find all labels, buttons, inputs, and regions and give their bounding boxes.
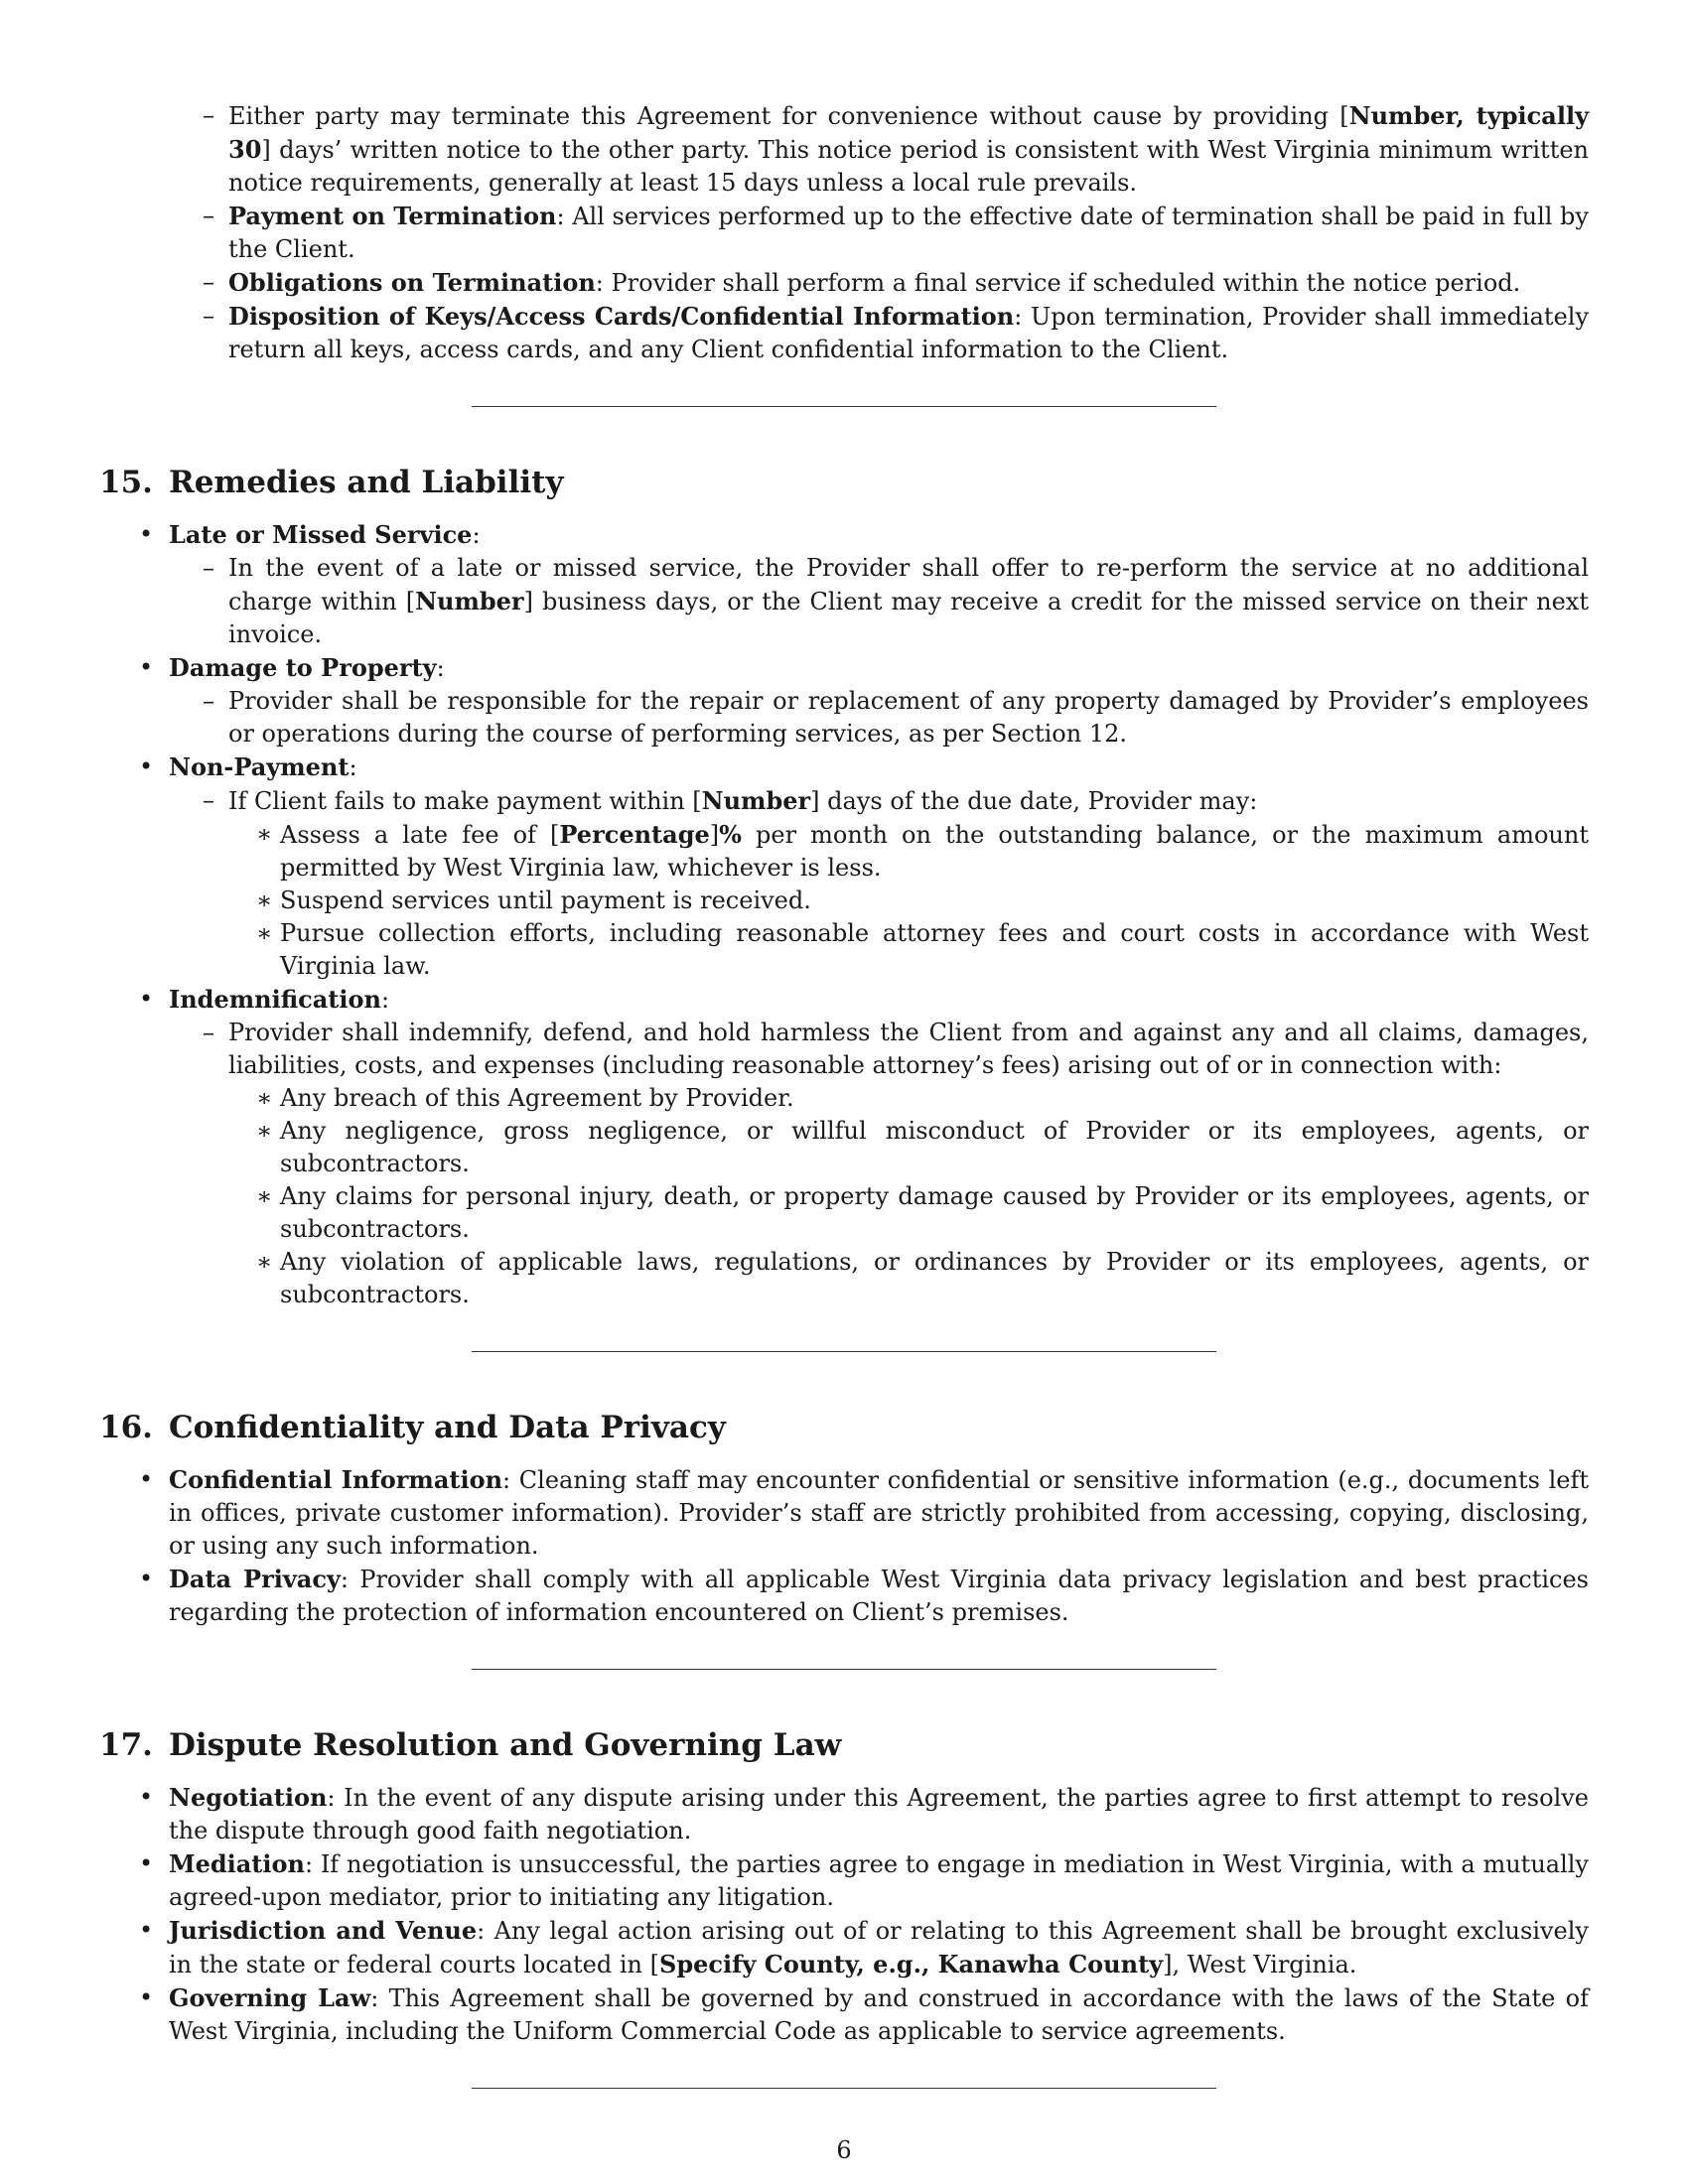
list-item: – Provider shall be responsible for the repair or replacement of any property damaged by Provider’s employees or operations during the course of performing services, as per Section 12.	[169, 685, 1589, 751]
list-item: • Governing Law: This Agreement shall be governed by and construed in accordance with the laws of the State of West Virginia, including the Uniform Commercial Code as applicable to service agreements.	[99, 1981, 1589, 2048]
list-item: ∗ Any claims for personal injury, death, or property damage caused by Provider or its employees, agents, or subcontractors.	[228, 1180, 1589, 1246]
list-item: ∗ Suspend services until payment is received.	[228, 885, 1589, 917]
list-item: • Negotiation: In the event of any dispute arising under this Agreement, the parties agree to first attempt to resolve the dispute through good faith negotiation.	[99, 1781, 1589, 1847]
list-item: • Jurisdiction and Venue: Any legal action arising out of or relating to this Agreement shall be brought exclusively in the state or federal courts located in [Specify County, e.g., Kanawha County], West Virginia.	[99, 1914, 1589, 1981]
list-item: • Late or Missed Service: – In the event of a late or missed service, the Provider shall offer to re-perform the service at no additional charge within [Number] business days, or the Client may receive a credit for the missed service on their next invoice.	[99, 518, 1589, 651]
section-heading: 17. Dispute Resolution and Governing Law	[99, 1727, 842, 1763]
list-item: ∗ Any breach of this Agreement by Provider.	[228, 1082, 1589, 1115]
confidentiality-list	[99, 1463, 1589, 1629]
list-item: – Payment on Termination: All services performed up to the effective date of termination shall be paid in full by the Client.	[169, 200, 1589, 266]
list-item: – In the event of a late or missed service, the Provider shall offer to re-perform the service at no additional charge within [Number] business days, or the Client may receive a credit for the missed service on their next invoice.	[169, 552, 1589, 651]
list-item: – Disposition of Keys/Access Cards/Confidential Information: Upon termination, Provider shall immediately return all keys, access cards, and any Client confidential information to the Client.	[169, 300, 1589, 366]
list-item: • Non-Payment: – If Client fails to make payment within [Number] days of the due date, Provider may: ∗ Assess a late fee of [Percentage]% per month on the outstanding balance, or the maximum amount permitted by West Virginia law, whichever is less. ∗ Suspend services until payment is received. ∗ Pursue collection efforts, including reasonable attorney fees and court costs in accordance with West Virginia law.	[99, 751, 1589, 983]
list-item: ∗ Any negligence, gross negligence, or willful misconduct of Provider or its employees, agents, or subcontractors.	[228, 1115, 1589, 1180]
horizontal-rule	[472, 1669, 1216, 1670]
horizontal-rule	[472, 2088, 1216, 2089]
list-item: • Indemnification: – Provider shall indemnify, defend, and hold harmless the Client from and against any and all claims, damages, liabilities, costs, and expenses (including reasonable attorney’s fees) arising out of or in connection with: ∗ Any breach of this Agreement by Provider. ∗ Any negligence, gross negligence, or willful misconduct of Provider or its employees, agents, or subcontractors. ∗ Any claims for personal injury, death, or property damage caused by Provider or its employees, agents, or subcontractors. ∗ Any violation of applicable laws, regulations, or ordinances by Provider or its employees, agents, or subcontractors.	[99, 983, 1589, 1311]
list-item: • Mediation: If negotiation is unsuccessful, the parties agree to engage in mediation in West Virginia, with a mutually agreed-upon mediator, prior to initiating any litigation.	[99, 1847, 1589, 1914]
list-item: • Damage to Property: – Provider shall be responsible for the repair or replacement of any property damaged by Provider’s employees or operations during the course of performing services, as per Section 12.	[99, 651, 1589, 751]
horizontal-rule	[472, 406, 1216, 407]
document-page	[99, 99, 1589, 2089]
list-item: – If Client fails to make payment within [Number] days of the due date, Provider may: ∗ Assess a late fee of [Percentage]% per month on the outstanding balance, or the maximum amount permitted by West Virginia law, whichever is less. ∗ Suspend services until payment is received. ∗ Pursue collection efforts, including reasonable attorney fees and court costs in accordance with West Virginia law.	[169, 784, 1589, 983]
list-item: • Confidential Information: Cleaning staff may encounter confidential or sensitive information (e.g., documents left in offices, private customer information). Provider’s staff are strictly prohibited from accessing, copying, disclosing, or using any such information.	[99, 1463, 1589, 1563]
list-item: ∗ Any violation of applicable laws, regulations, or ordinances by Provider or its employees, agents, or subcontractors.	[228, 1246, 1589, 1311]
horizontal-rule	[472, 1351, 1216, 1352]
list-item: • Data Privacy: Provider shall comply with all applicable West Virginia data privacy legislation and best practices regarding the protection of information encountered on Client’s premises.	[99, 1563, 1589, 1629]
list-item: – Provider shall indemnify, defend, and hold harmless the Client from and against any and all claims, damages, liabilities, costs, and expenses (including reasonable attorney’s fees) arising out of or in connection with: ∗ Any breach of this Agreement by Provider. ∗ Any negligence, gross negligence, or willful misconduct of Provider or its employees, agents, or subcontractors. ∗ Any claims for personal injury, death, or property damage caused by Provider or its employees, agents, or subcontractors. ∗ Any violation of applicable laws, regulations, or ordinances by Provider or its employees, agents, or subcontractors.	[169, 1017, 1589, 1311]
list-item: – Obligations on Termination: Provider shall perform a final service if scheduled within the notice period.	[169, 266, 1589, 300]
list-item: ∗ Pursue collection efforts, including reasonable attorney fees and court costs in accordance with West Virginia law.	[228, 917, 1589, 983]
section-heading: 16. Confidentiality and Data Privacy	[99, 1410, 726, 1445]
page-number: 6	[836, 2136, 852, 2164]
list-item: – Either party may terminate this Agreement for convenience without cause by providing [Number, typically 30] days’ written notice to the other party. This notice period is consistent with West Virginia minimum written notice requirements, generally at least 15 days unless a local rule prevails.	[169, 99, 1589, 200]
remedies-list	[99, 518, 1589, 1311]
termination-list	[169, 99, 1589, 366]
list-item: ∗ Assess a late fee of [Percentage]% per month on the outstanding balance, or the maximum amount permitted by West Virginia law, whichever is less.	[228, 818, 1589, 885]
dispute-list	[99, 1781, 1589, 2048]
section-heading: 15. Remedies and Liability	[99, 465, 564, 500]
